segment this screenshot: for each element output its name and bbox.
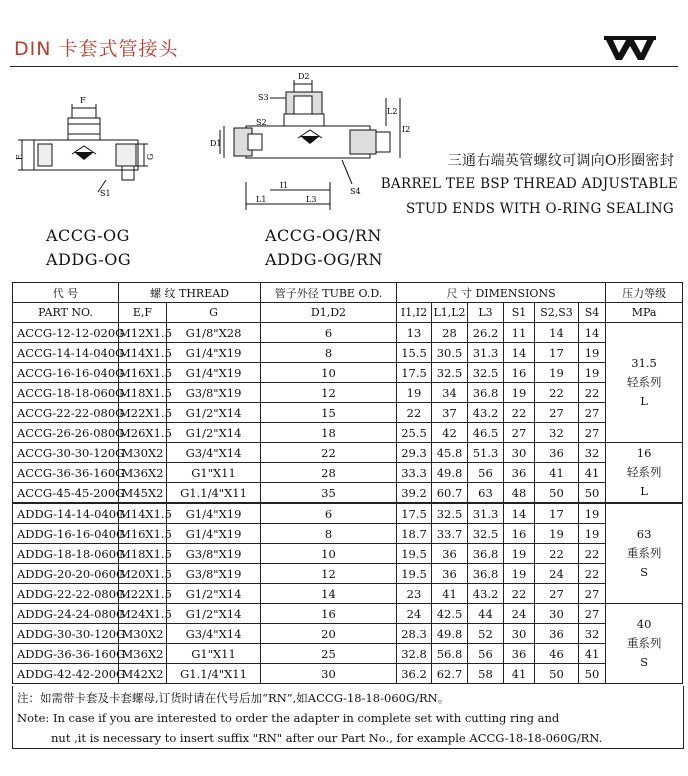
table-cell: 19: [504, 383, 535, 403]
dim-label: F: [80, 96, 86, 105]
pressure-group-cell: [606, 443, 683, 504]
table-cell: 32.5: [432, 363, 468, 383]
table-cell: 14: [579, 323, 606, 343]
part-number-cell: ACCG-30-30-120G: [13, 443, 119, 463]
table-cell: G1/4"X19: [167, 524, 261, 544]
note-en-1: Note: In case if you are interested to order the adapter in complete set with cutting ring and: [17, 711, 560, 725]
header-mpa: MPa: [606, 303, 683, 323]
pressure-letter: S: [640, 565, 649, 579]
table-cell: 45.8: [432, 443, 468, 463]
part-number-cell: ACCG-36-36-160G: [13, 463, 119, 483]
table-cell: 36: [535, 443, 579, 463]
table-cell: 19: [579, 343, 606, 363]
table-cell: 19: [504, 564, 535, 584]
table-cell: 30: [504, 443, 535, 463]
table-cell: M36X2: [119, 463, 167, 483]
table-cell: 11: [504, 323, 535, 343]
table-cell: 28.3: [397, 624, 432, 644]
part-number-cell: ACCG-22-22-080G: [13, 403, 119, 423]
table-cell: 32: [535, 423, 579, 443]
table-cell: 50: [535, 664, 579, 684]
table-cell: 27: [579, 584, 606, 604]
header-pressure: 压力等级: [606, 283, 683, 303]
dim-label: D2: [298, 72, 310, 81]
table-cell: 43.2: [468, 584, 504, 604]
table-cell: G3/8"X19: [167, 383, 261, 403]
pressure-letter: L: [640, 394, 648, 408]
table-row: [13, 403, 683, 423]
table-cell: 41: [579, 463, 606, 483]
part-number-cell: ACCG-14-14-040G: [13, 343, 119, 363]
table-cell: 8: [261, 343, 397, 363]
table-cell: 14: [535, 323, 579, 343]
table-cell: 19: [579, 524, 606, 544]
header-l3: L3: [468, 303, 504, 323]
table-cell: 27: [579, 403, 606, 423]
table-cell: 36: [504, 644, 535, 664]
dim-label: L3: [306, 195, 317, 204]
pressure-group-cell: [606, 604, 683, 684]
table-cell: 42: [432, 423, 468, 443]
table-cell: 27: [579, 604, 606, 624]
table-cell: 63: [468, 483, 504, 504]
table-cell: 50: [579, 664, 606, 684]
table-cell: M22X1.5: [119, 403, 167, 423]
dim-label: I1: [280, 181, 289, 190]
table-cell: M22X1.5: [119, 584, 167, 604]
table-cell: 6: [261, 323, 397, 343]
table-cell: 26.2: [468, 323, 504, 343]
table-cell: 44: [468, 604, 504, 624]
table-cell: 17: [535, 343, 579, 363]
table-cell: 14: [261, 584, 397, 604]
table-cell: 28: [261, 463, 397, 483]
brand-logo: [604, 34, 656, 62]
table-row: [13, 524, 683, 544]
table-cell: M30X2: [119, 443, 167, 463]
table-cell: 25.5: [397, 423, 432, 443]
pressure-value: 31.5: [631, 356, 657, 370]
table-row: [13, 483, 683, 504]
header-dimensions: 尺 寸 DIMENSIONS: [397, 283, 606, 303]
pressure-series: 重系列: [626, 546, 662, 560]
header-g: G: [167, 303, 261, 323]
table-cell: 58: [468, 664, 504, 684]
table-cell: 37: [432, 403, 468, 423]
table-cell: 32.5: [468, 363, 504, 383]
table-cell: 17.5: [397, 503, 432, 524]
part-number-cell: ACCG-12-12-020G: [13, 323, 119, 343]
table-cell: 19.5: [397, 564, 432, 584]
table-cell: G1/2"X14: [167, 403, 261, 423]
note-cn: 注：如需带卡套及卡套螺母,订货时请在代号后加“RN”,如ACCG-18-18-060G/RN。: [17, 691, 450, 705]
pressure-group-cell: [606, 323, 683, 443]
caption-left-2: ADDG-OG: [46, 250, 132, 269]
table-cell: 8: [261, 524, 397, 544]
title-divider: [10, 66, 678, 67]
table-cell: M20X1.5: [119, 564, 167, 584]
table-row: [13, 584, 683, 604]
part-number-cell: ACCG-26-26-080G: [13, 423, 119, 443]
table-cell: 12: [261, 564, 397, 584]
table-cell: 41: [579, 644, 606, 664]
table-cell: 27: [535, 403, 579, 423]
table-row: [13, 644, 683, 664]
dim-label: L1: [256, 195, 267, 204]
part-number-cell: ADDG-36-36-160G: [13, 644, 119, 664]
table-row: [13, 503, 683, 524]
part-number-cell: ACCG-16-16-040G: [13, 363, 119, 383]
table-cell: 22: [535, 544, 579, 564]
table-cell: 22: [397, 403, 432, 423]
table-cell: 41: [504, 664, 535, 684]
table-row: [13, 363, 683, 383]
table-cell: 60.7: [432, 483, 468, 504]
table-cell: 32.5: [468, 524, 504, 544]
table-cell: 50: [579, 483, 606, 504]
table-cell: 22: [579, 544, 606, 564]
table-cell: 51.3: [468, 443, 504, 463]
dim-label: S2: [256, 118, 267, 127]
dim-label: S4: [350, 187, 361, 196]
table-cell: M14X1.5: [119, 343, 167, 363]
pressure-value: 63: [636, 527, 652, 541]
table-cell: 19: [397, 383, 432, 403]
table-row: [13, 343, 683, 363]
table-cell: G1/2"X14: [167, 423, 261, 443]
table-cell: 43.2: [468, 403, 504, 423]
dim-label: L2: [387, 107, 398, 116]
pressure-value: 16: [636, 446, 652, 460]
spec-table: [12, 282, 683, 684]
header-l1l2: L1,L2: [432, 303, 468, 323]
table-row: [13, 564, 683, 584]
table-cell: 17.5: [397, 363, 432, 383]
part-number-cell: ACCG-18-18-060G: [13, 383, 119, 403]
table-cell: 20: [261, 624, 397, 644]
pressure-series: 重系列: [626, 636, 662, 650]
table-cell: 33.3: [397, 463, 432, 483]
barrel-tee-drawing: [14, 96, 154, 214]
table-cell: 56: [468, 463, 504, 483]
table-cell: 22: [261, 443, 397, 463]
table-cell: 16: [261, 604, 397, 624]
table-cell: 25: [261, 644, 397, 664]
table-cell: 30: [535, 604, 579, 624]
table-cell: 19: [579, 363, 606, 383]
table-cell: M12X1.5: [119, 323, 167, 343]
table-cell: G3/8"X19: [167, 544, 261, 564]
part-number-cell: ADDG-24-24-080G: [13, 604, 119, 624]
description-cn: 三通右端英管螺纹可调向O形圈密封: [447, 153, 674, 169]
table-row: [13, 604, 683, 624]
description-en-1: BARREL TEE BSP THREAD ADJUSTABLE: [380, 176, 678, 192]
table-cell: 19: [535, 524, 579, 544]
header-s2s3: S2,S3: [535, 303, 579, 323]
table-cell: M18X1.5: [119, 383, 167, 403]
table-cell: 12: [261, 383, 397, 403]
table-row: [13, 624, 683, 644]
table-cell: G1/4"X19: [167, 503, 261, 524]
table-cell: G1/2"X14: [167, 604, 261, 624]
pressure-value: 40: [636, 617, 652, 631]
table-cell: 14: [504, 503, 535, 524]
table-cell: 56: [468, 644, 504, 664]
table-cell: M14X1.5: [119, 503, 167, 524]
table-row: [13, 544, 683, 564]
table-cell: 16: [504, 363, 535, 383]
table-cell: 46.5: [468, 423, 504, 443]
note-en-2: nut ,it is necessary to insert suffix "RN" after our Part No., for example ACCG-18-18-060G/RN.: [51, 731, 603, 745]
table-cell: G1/4"X19: [167, 343, 261, 363]
table-cell: M26X1.5: [119, 423, 167, 443]
table-row: [13, 323, 683, 343]
table-cell: 15.5: [397, 343, 432, 363]
table-cell: M36X2: [119, 644, 167, 664]
table-cell: 30: [504, 624, 535, 644]
header-code: 代 号: [13, 283, 119, 303]
pressure-letter: S: [640, 655, 649, 669]
table-cell: 10: [261, 363, 397, 383]
header-tube: 管子外径 TUBE O.D.: [261, 283, 397, 303]
table-cell: 42.5: [432, 604, 468, 624]
part-number-cell: ADDG-42-42-200G: [13, 664, 119, 684]
table-cell: 49.8: [432, 463, 468, 483]
table-cell: 36.8: [468, 383, 504, 403]
table-cell: G3/8"X19: [167, 564, 261, 584]
table-cell: 48: [504, 483, 535, 504]
table-cell: M42X2: [119, 664, 167, 684]
part-number-cell: ADDG-20-20-060G: [13, 564, 119, 584]
table-cell: 22: [579, 383, 606, 403]
part-number-cell: ADDG-30-30-120G: [13, 624, 119, 644]
header-s4: S4: [579, 303, 606, 323]
table-cell: 27: [504, 423, 535, 443]
header-s1: S1: [504, 303, 535, 323]
table-cell: 52: [468, 624, 504, 644]
caption-right-1: ACCG-OG/RN: [265, 226, 382, 245]
table-cell: 34: [432, 383, 468, 403]
pressure-letter: L: [640, 484, 648, 498]
table-cell: G1.1/4"X11: [167, 483, 261, 504]
table-cell: 31.3: [468, 343, 504, 363]
table-cell: 23: [397, 584, 432, 604]
table-cell: 22: [504, 403, 535, 423]
table-cell: 18.7: [397, 524, 432, 544]
table-cell: 29.3: [397, 443, 432, 463]
description-en-2: STUD ENDS WITH O-RING SEALING: [405, 201, 674, 217]
table-cell: 22: [579, 564, 606, 584]
table-cell: 32.5: [432, 503, 468, 524]
dim-label: S1: [100, 189, 111, 198]
part-number-cell: ADDG-22-22-080G: [13, 584, 119, 604]
table-cell: 41: [432, 584, 468, 604]
table-cell: G3/4"X14: [167, 443, 261, 463]
header-part-no: PART NO.: [13, 303, 119, 323]
table-cell: 19: [579, 503, 606, 524]
table-cell: M16X1.5: [119, 363, 167, 383]
dim-label: G: [146, 153, 155, 160]
page-title: DIN 卡套式管接头: [14, 38, 179, 60]
barrel-tee-rn-drawing: [210, 70, 410, 214]
table-cell: G1/4"X19: [167, 363, 261, 383]
table-row: [13, 664, 683, 684]
table-cell: 36: [432, 564, 468, 584]
table-cell: 50: [535, 483, 579, 504]
table-row: [13, 463, 683, 483]
table-row: [13, 383, 683, 403]
table-cell: 19.5: [397, 544, 432, 564]
dim-label: S3: [258, 93, 269, 102]
dim-label: D1: [210, 139, 222, 148]
table-cell: 18: [261, 423, 397, 443]
table-cell: 32.8: [397, 644, 432, 664]
table-cell: 56.8: [432, 644, 468, 664]
table-cell: 36.8: [468, 544, 504, 564]
table-cell: G1.1/4"X11: [167, 664, 261, 684]
table-cell: 36: [535, 624, 579, 644]
table-cell: 36: [504, 463, 535, 483]
part-number-cell: ADDG-14-14-040G: [13, 503, 119, 524]
caption-left-1: ACCG-OG: [46, 226, 130, 245]
part-number-cell: ADDG-16-16-040G: [13, 524, 119, 544]
table-row: [13, 443, 683, 463]
table-cell: 10: [261, 544, 397, 564]
table-cell: 39.2: [397, 483, 432, 504]
header-d1d2: D1,D2: [261, 303, 397, 323]
pressure-group-cell: [606, 503, 683, 604]
table-cell: 27: [535, 584, 579, 604]
table-cell: 13: [397, 323, 432, 343]
table-cell: 62.7: [432, 664, 468, 684]
table-cell: 17: [535, 503, 579, 524]
table-cell: 19: [535, 363, 579, 383]
table-cell: 36.2: [397, 664, 432, 684]
table-cell: 22: [535, 383, 579, 403]
table-cell: G1/8"X28: [167, 323, 261, 343]
table-cell: G1/2"X14: [167, 584, 261, 604]
table-cell: 6: [261, 503, 397, 524]
table-row: [13, 423, 683, 443]
table-cell: M30X2: [119, 624, 167, 644]
notes-box: [12, 686, 684, 749]
part-number-cell: ACCG-45-45-200G: [13, 483, 119, 504]
table-cell: M18X1.5: [119, 544, 167, 564]
table-cell: 33.7: [432, 524, 468, 544]
table-cell: 19: [504, 544, 535, 564]
table-cell: 30: [261, 664, 397, 684]
table-cell: 24: [397, 604, 432, 624]
table-cell: 30.5: [432, 343, 468, 363]
table-cell: 36.8: [468, 564, 504, 584]
part-number-cell: ADDG-18-18-060G: [13, 544, 119, 564]
table-cell: 49.8: [432, 624, 468, 644]
table-cell: M24X1.5: [119, 604, 167, 624]
dim-label: I2: [402, 125, 411, 134]
header-i1i2: I1,I2: [397, 303, 432, 323]
table-cell: 28: [432, 323, 468, 343]
table-cell: G3/4"X14: [167, 624, 261, 644]
table-cell: 31.3: [468, 503, 504, 524]
table-cell: 35: [261, 483, 397, 504]
table-cell: 24: [535, 564, 579, 584]
caption-right-2: ADDG-OG/RN: [265, 250, 384, 269]
table-cell: 32: [579, 443, 606, 463]
dim-label: E: [15, 154, 24, 160]
table-cell: 36: [432, 544, 468, 564]
table-cell: 14: [504, 343, 535, 363]
table-cell: G1"X11: [167, 463, 261, 483]
table-cell: 15: [261, 403, 397, 423]
pressure-series: 轻系列: [626, 375, 662, 389]
header-thread: 螺 纹 THREAD: [119, 283, 261, 303]
table-cell: 32: [579, 624, 606, 644]
table-cell: M16X1.5: [119, 524, 167, 544]
header-ef: E,F: [119, 303, 167, 323]
pressure-series: 轻系列: [626, 465, 662, 479]
table-cell: 41: [535, 463, 579, 483]
table-cell: 16: [504, 524, 535, 544]
table-cell: M45X2: [119, 483, 167, 504]
table-cell: 46: [535, 644, 579, 664]
table-cell: 27: [579, 423, 606, 443]
table-cell: G1"X11: [167, 644, 261, 664]
table-cell: 22: [504, 584, 535, 604]
table-cell: 24: [504, 604, 535, 624]
